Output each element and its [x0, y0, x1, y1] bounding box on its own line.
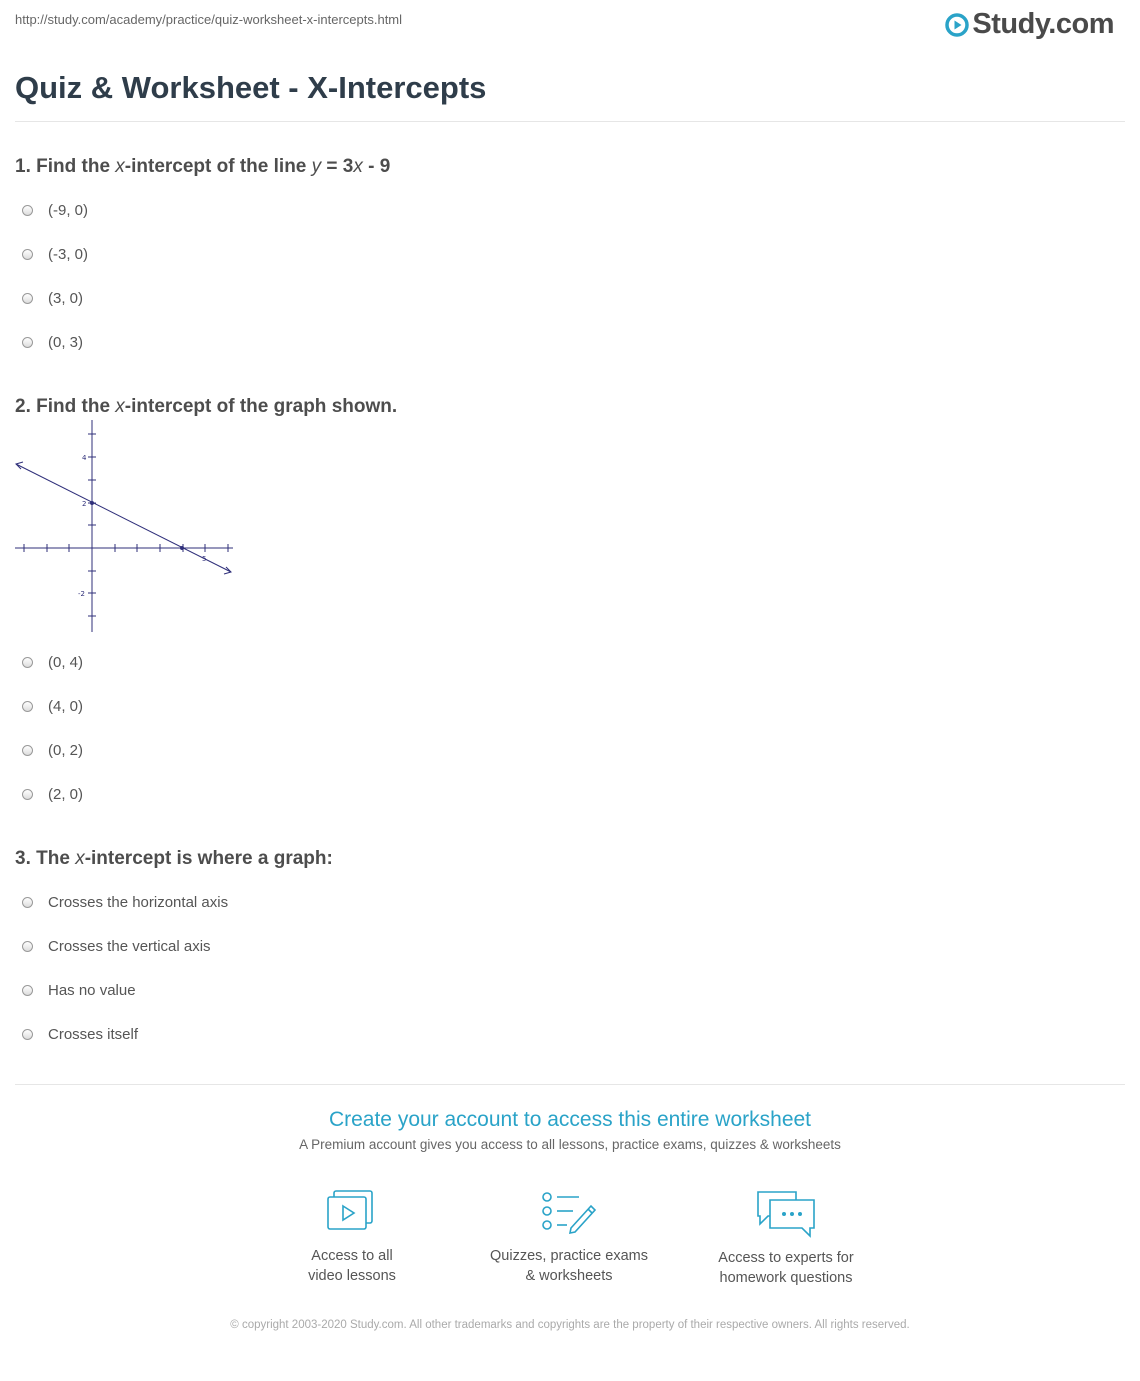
video-lesson-icon [324, 1188, 380, 1236]
tick-label-x-5: 5 [202, 555, 207, 563]
radio-button[interactable] [22, 293, 33, 304]
x-intercept-point [180, 546, 184, 550]
q3-option-3[interactable]: Has no value [22, 980, 136, 1000]
tick-label-y-2: 2 [82, 500, 87, 508]
q3-option-1[interactable]: Crosses the horizontal axis [22, 892, 228, 912]
radio-button[interactable] [22, 789, 33, 800]
radio-button[interactable] [22, 337, 33, 348]
q1-option-1[interactable]: (-9, 0) [22, 200, 88, 220]
plotted-line [16, 464, 231, 572]
q1-option-2[interactable]: (-3, 0) [22, 244, 88, 264]
study-logo-text: Study.com [972, 8, 1114, 40]
radio-button[interactable] [22, 205, 33, 216]
expert-chat-icon [754, 1188, 818, 1238]
cta-subtitle: A Premium account gives you access to all lessons, practice exams, quizzes & worksheets [299, 1137, 841, 1152]
feature-experts: Access to experts for homework questions [686, 1188, 886, 1288]
radio-button[interactable] [22, 249, 33, 260]
radio-button[interactable] [22, 1029, 33, 1040]
feature-quizzes: Quizzes, practice exams & worksheets [469, 1188, 669, 1286]
radio-button[interactable] [22, 657, 33, 668]
q2-option-2[interactable]: (4, 0) [22, 696, 83, 716]
page-url: http://study.com/academy/practice/quiz-worksheet-x-intercepts.html [15, 12, 403, 27]
radio-button[interactable] [22, 745, 33, 756]
q2-option-4[interactable]: (2, 0) [22, 784, 83, 804]
study-logo[interactable] [945, 8, 1114, 41]
q3-option-2[interactable]: Crosses the vertical axis [22, 936, 211, 956]
quiz-checklist-icon [539, 1188, 599, 1236]
copyright-notice: © copyright 2003-2020 Study.com. All other trademarks and copyrights are the property of their respective owners. All rights reserved. [230, 1319, 910, 1331]
y-intercept-point [90, 501, 94, 505]
cta-divider [15, 1084, 1125, 1085]
question-3: 3. The x-intercept is where a graph: [15, 848, 333, 869]
tick-label-y-neg2: -2 [78, 590, 85, 598]
title-divider [15, 121, 1125, 122]
line-graph [13, 418, 235, 634]
radio-button[interactable] [22, 897, 33, 908]
create-account-link[interactable]: Create your account to access this entire worksheet [328, 1108, 812, 1131]
radio-button[interactable] [22, 941, 33, 952]
q3-option-4[interactable]: Crosses itself [22, 1024, 138, 1044]
study-logo-icon [945, 13, 969, 37]
q1-option-3[interactable]: (3, 0) [22, 288, 83, 308]
page-title: Quiz & Worksheet - X-Intercepts [15, 70, 487, 105]
question-1: 1. Find the x-intercept of the line y = 3x - 9 [15, 156, 391, 177]
q2-option-3[interactable]: (0, 2) [22, 740, 83, 760]
radio-button[interactable] [22, 701, 33, 712]
question-2: 2. Find the x-intercept of the graph shown. [15, 396, 398, 417]
feature-video-lessons: Access to all video lessons [252, 1188, 452, 1286]
q1-option-4[interactable]: (0, 3) [22, 332, 83, 352]
tick-label-y-4: 4 [82, 454, 87, 462]
radio-button[interactable] [22, 985, 33, 996]
q2-option-1[interactable]: (0, 4) [22, 652, 83, 672]
